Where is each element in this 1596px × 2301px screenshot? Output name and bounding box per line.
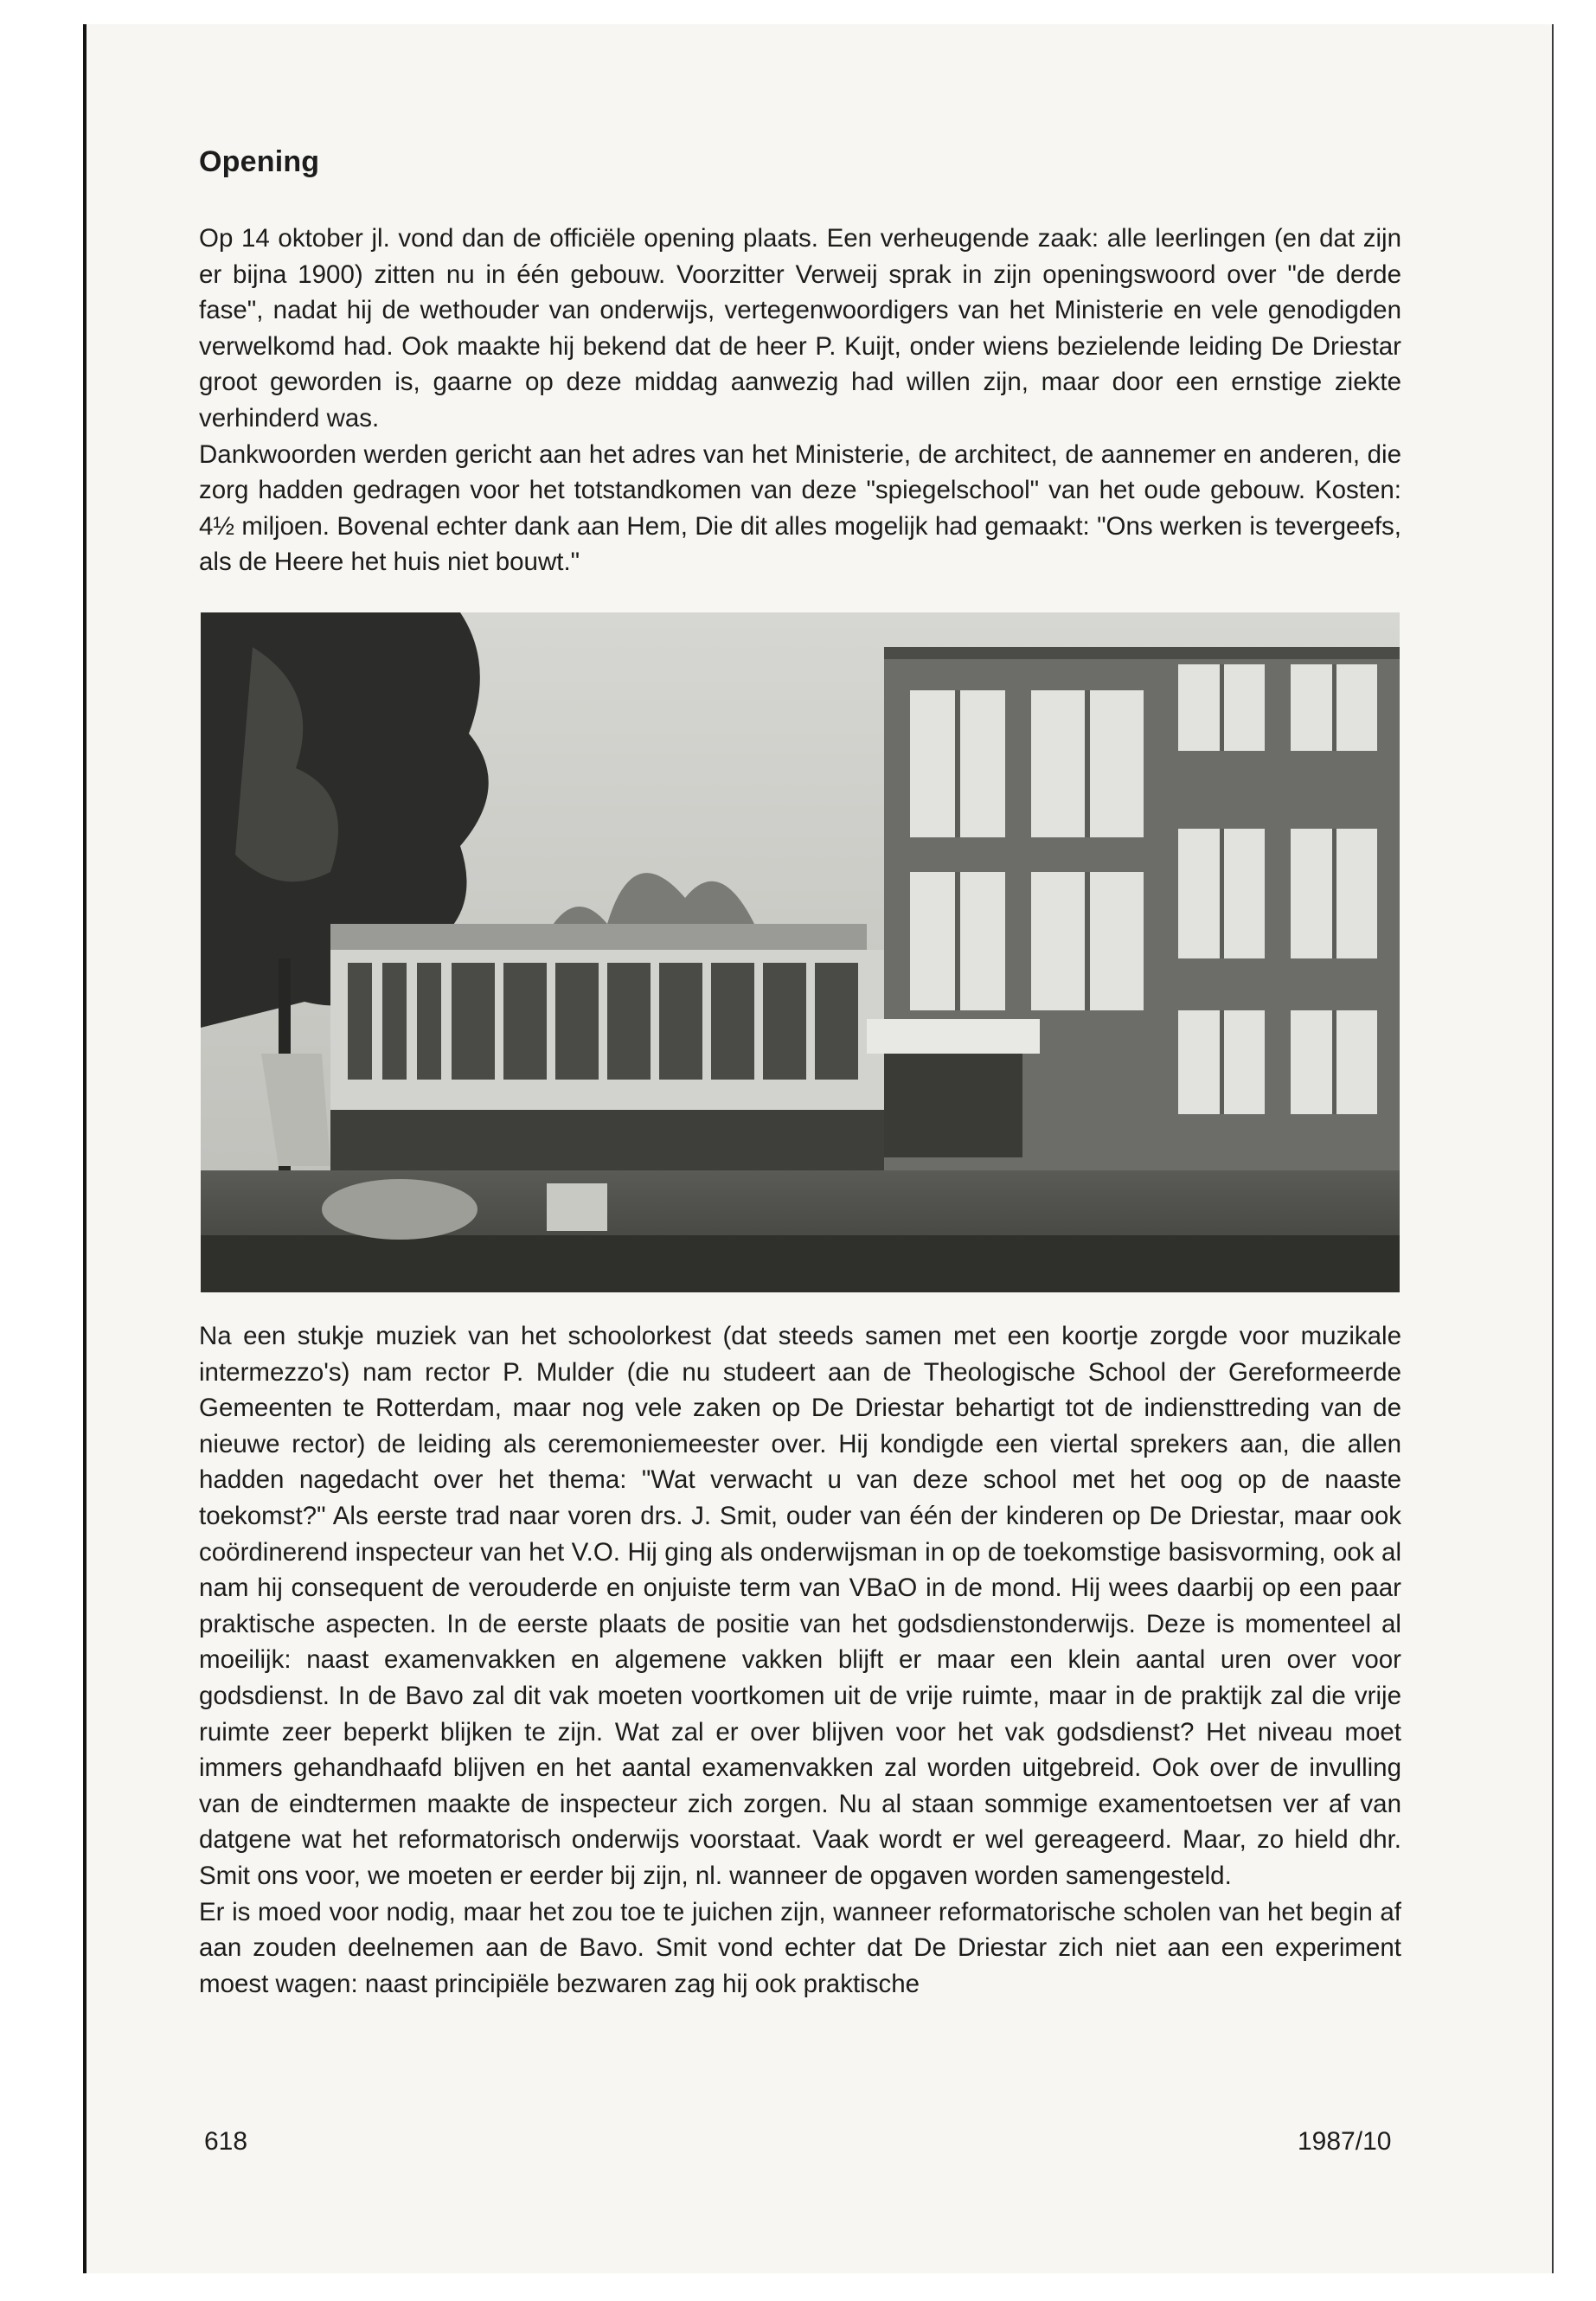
paragraph: Dankwoorden werden gericht aan het adres van het Ministerie, de architect, de aannemer en anderen, die zorg hadden gedragen voor het totstandkomen van deze "spiegelschool" van het oude gebouw. Kosten: 4½ miljoen. Bovenal echter dank aan Hem, Die dit alles mogelijk had gemaakt: "Ons werken is tevergeefs, als de Heere het huis niet bouwt." xyxy=(199,439,1401,577)
paragraph: Op 14 oktober jl. vond dan de officiële opening plaats. Een verheugende zaak: alle leerlingen (en dat zijn er bijna 1900) zitten nu in één gebouw. Voorzitter Verweij sprak in zijn openingswoord over "de derde fase", nadat hij de wethouder van onderwijs, vertegenwoordigers van het Ministerie en vele genodigden verwelkomd had. Ook maakte hij bekend dat de heer P. Kuijt, onder wiens bezielende leiding De Driestar groot geworden is, gaarne op deze middag aanwezig had willen zijn, maar door een ernstige ziekte verhinderd was. xyxy=(199,224,1401,433)
school-building-photo xyxy=(201,612,1400,1292)
opening-text xyxy=(199,221,1401,580)
paragraph: Er is moed voor nodig, maar het zou toe te juichen zijn, wanneer reformatorische scholen van het begin af aan zouden deelnemen aan de Bavo. Smit vond echter dat De Driestar zich niet aan een experiment moest wagen: naast principiële bezwaren zag hij ook praktische xyxy=(199,1897,1401,1998)
page-number: 618 xyxy=(204,2127,248,2156)
paragraph: Na een stukje muziek van het schoolorkest (dat steeds samen met een koortje zorgde voor muzikale intermezzo's) nam rector P. Mulder (die nu studeert aan de Theologische School der Gereformeerde Gemeenten te Rotterdam, maar nog vele zaken op De Driestar behartigt tot de indiensttreding van de nieuwe rector) de leiding als ceremoniemeester over. Hij kondigde een viertal sprekers aan, die allen hadden nagedacht over het thema: "Wat verwacht u van deze school met het oog op de naaste toekomst?" Als eerste trad naar voren drs. J. Smit, ouder van één der kinderen op De Driestar, maar ook coördinerend inspecteur van het V.O. Hij ging als onderwijsman in op de toekomstige basisvorming, ook al nam hij consequent de verouderde en onjuiste term van VBaO in de mond. Hij wees daarbij op een paar praktische aspecten. In de eerste plaats de positie van het godsdienstonderwijs. Deze is momenteel al moeilijk: naast examenvakken en algemene vakken blijft er maar een klein aantal uren over voor godsdienst. In de Bavo zal dit vak moeten voortkomen uit de vrije ruimte, maar in de praktijk zal die vrije ruimte zeer beperkt blijken te zijn. Wat zal er over blijven voor het vak godsdienst? Het niveau moet immers gehandhaafd blijven en het aantal examenvakken zal worden uitgebreid. Ook over de invulling van de eindtermen maakte de inspecteur zich zorgen. Nu al staan sommige examentoetsen ver af van datgene wat het reformatorisch onderwijs voorstaat. Vaak wordt er wel gereageerd. Maar, zo hield dhr. Smit ons voor, we moeten er eerder bij zijn, nl. wanneer de opgaven worden samengesteld. xyxy=(199,1322,1401,1890)
issue-number: 1987/10 xyxy=(1298,2127,1392,2156)
section-heading: Opening xyxy=(199,145,320,178)
speakers-text xyxy=(199,1318,1401,2002)
